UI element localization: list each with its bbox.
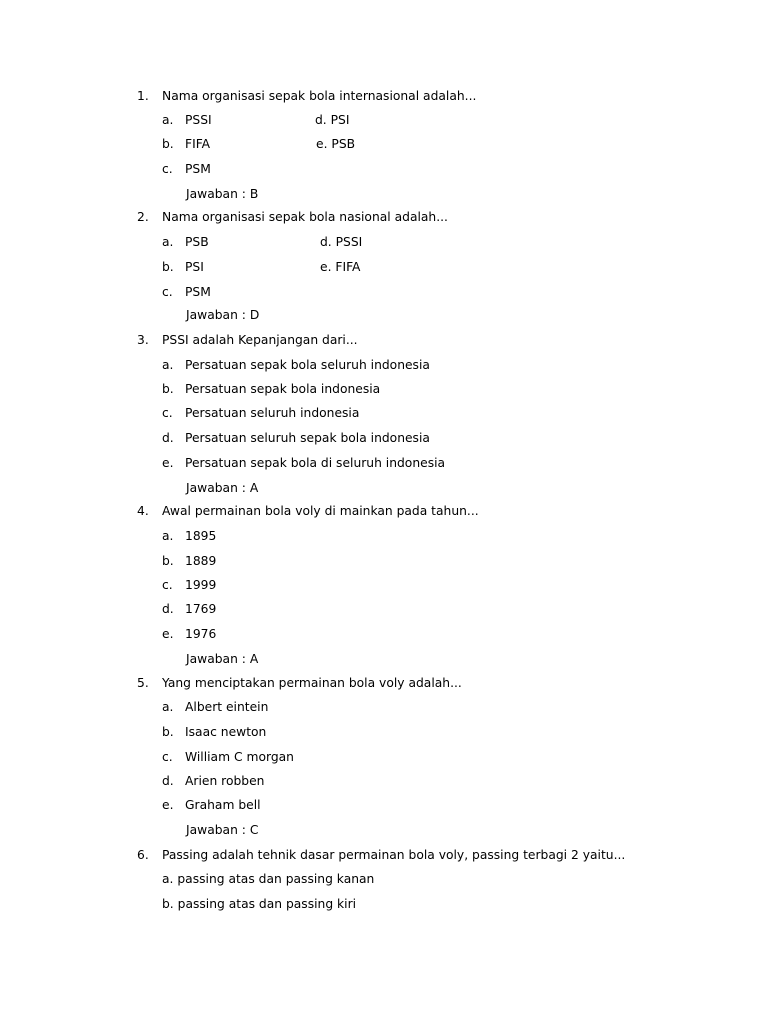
- option-letter: e.: [162, 798, 174, 812]
- option-text: Persatuan seluruh sepak bola indonesia: [185, 431, 430, 445]
- question-text: Awal permainan bola voly di mainkan pada tahun...: [162, 504, 479, 518]
- option-text: William C morgan: [185, 750, 294, 764]
- question-3: [137, 330, 737, 350]
- option-text: PSI: [330, 113, 350, 127]
- option-letter: a.: [162, 529, 174, 543]
- option-text: PSSI: [335, 235, 363, 249]
- option-letter: d.: [315, 113, 327, 127]
- answer-2: Jawaban : D: [186, 308, 260, 322]
- question-text: Passing adalah tehnik dasar permainan bola voly, passing terbagi 2 yaitu...: [162, 848, 626, 862]
- option-letter: c.: [162, 406, 173, 420]
- option-letter: d.: [320, 235, 332, 249]
- question-text: Yang menciptakan permainan bola voly adalah...: [162, 676, 462, 690]
- answer-3: Jawaban : A: [186, 481, 259, 495]
- question-text: Nama organisasi sepak bola internasional adalah...: [162, 89, 477, 103]
- option-letter: b.: [162, 260, 174, 274]
- option-text: PSM: [185, 162, 211, 176]
- question-number: 2.: [137, 210, 149, 224]
- question-6: [137, 845, 737, 865]
- option-text: 1889: [185, 554, 217, 568]
- question-1: [137, 86, 737, 106]
- option-letter: b.: [162, 554, 174, 568]
- option-text: PSSI: [185, 113, 212, 127]
- option-text: PSM: [185, 285, 211, 299]
- option-text: 1769: [185, 602, 217, 616]
- option-text: passing atas dan passing kiri: [177, 897, 357, 911]
- option-letter: d.: [162, 774, 174, 788]
- question-5: [137, 673, 737, 693]
- option-letter: d.: [162, 431, 174, 445]
- option-text: passing atas dan passing kanan: [177, 872, 375, 886]
- question-number: 4.: [137, 504, 149, 518]
- option-text: Persatuan seluruh indonesia: [185, 406, 360, 420]
- option-letter: c.: [162, 578, 173, 592]
- option-text: Isaac newton: [185, 725, 267, 739]
- option-1d: [315, 110, 350, 130]
- option-text: Persatuan sepak bola di seluruh indonesia: [185, 456, 446, 470]
- option-letter: e.: [316, 137, 328, 151]
- answer-4: Jawaban : A: [186, 652, 259, 666]
- answer-1: Jawaban : B: [186, 187, 259, 201]
- option-letter: e.: [320, 260, 332, 274]
- option-letter: e.: [162, 456, 174, 470]
- answer-5: Jawaban : C: [186, 823, 259, 837]
- option-1e: [316, 134, 355, 154]
- option-text: Arien robben: [185, 774, 265, 788]
- option-6a: [162, 869, 374, 889]
- option-text: 1976: [185, 627, 217, 641]
- option-text: Persatuan sepak bola indonesia: [185, 382, 381, 396]
- option-letter: b.: [162, 137, 174, 151]
- option-letter: a.: [162, 358, 174, 372]
- question-2: [137, 207, 737, 227]
- option-text: Persatuan sepak bola seluruh indonesia: [185, 358, 430, 372]
- question-number: 1.: [137, 89, 149, 103]
- option-letter: a.: [162, 700, 174, 714]
- option-letter: e.: [162, 627, 174, 641]
- option-letter: d.: [162, 602, 174, 616]
- option-text: FIFA: [185, 137, 211, 151]
- option-letter: c.: [162, 285, 173, 299]
- question-number: 3.: [137, 333, 149, 347]
- option-2d: [320, 232, 362, 252]
- option-text: 1999: [185, 578, 217, 592]
- option-2e: [320, 257, 360, 277]
- option-letter: a.: [162, 872, 174, 886]
- option-text: PSB: [331, 137, 356, 151]
- option-text: PSI: [185, 260, 204, 274]
- question-text: Nama organisasi sepak bola nasional adalah...: [162, 210, 448, 224]
- option-letter: a.: [162, 235, 174, 249]
- option-letter: b.: [162, 382, 174, 396]
- question-4: [137, 501, 737, 521]
- question-text: PSSI adalah Kepanjangan dari...: [162, 333, 358, 347]
- option-text: FIFA: [335, 260, 361, 274]
- question-number: 6.: [137, 848, 149, 862]
- question-number: 5.: [137, 676, 149, 690]
- option-text: PSB: [185, 235, 209, 249]
- option-letter: c.: [162, 750, 173, 764]
- option-6b: [162, 894, 356, 914]
- option-letter: b.: [162, 725, 174, 739]
- option-letter: a.: [162, 113, 174, 127]
- option-text: Albert eintein: [185, 700, 269, 714]
- option-text: Graham bell: [185, 798, 261, 812]
- option-letter: c.: [162, 162, 173, 176]
- option-letter: b.: [162, 897, 174, 911]
- option-text: 1895: [185, 529, 217, 543]
